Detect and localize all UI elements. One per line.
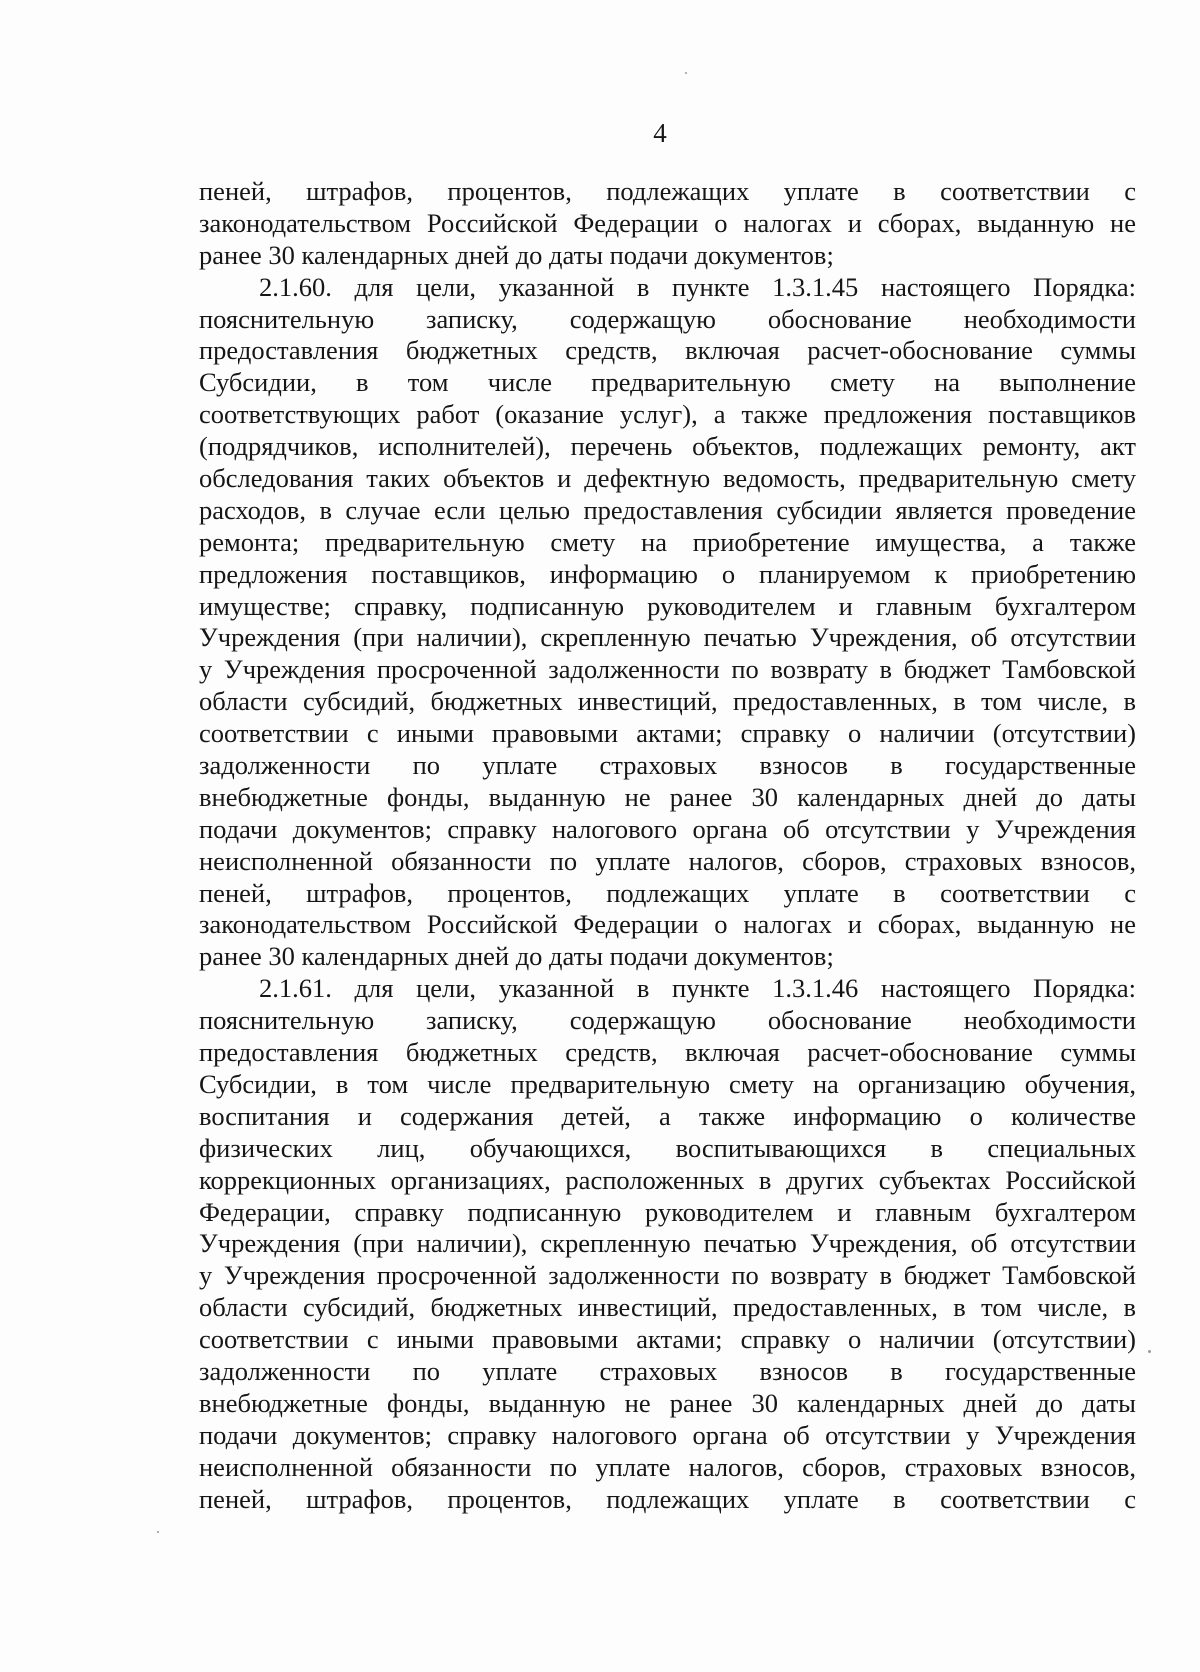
text-line: коррекционных организациях, расположенных в других субъектах Российской: [199, 1164, 1136, 1195]
text-line: пояснительную записку, содержащую обоснование необходимости: [199, 1005, 1136, 1036]
scan-speck: [685, 72, 687, 74]
paragraph-2-1-60: [199, 272, 1136, 974]
text-line: Субсидии, в том числе предварительную смету на организацию обучения,: [199, 1068, 1136, 1099]
text-line: подачи документов; справку налогового органа об отсутствии у Учреждения: [199, 813, 1136, 844]
text-line: пеней, штрафов, процентов, подлежащих уплате в соответствии с: [199, 877, 1136, 908]
scan-speck: [1148, 1350, 1151, 1353]
text-line: у Учреждения просроченной задолженности по возврату в бюджет Тамбовской: [199, 654, 1136, 685]
paragraph-continuation: [199, 176, 1136, 272]
text-line: физических лиц, обучающихся, воспитывающихся в специальных: [199, 1132, 1136, 1163]
text-line: внебюджетные фонды, выданную не ранее 30 календарных дней до даты: [199, 1387, 1136, 1418]
text-line: расходов, в случае если целью предоставления субсидии является проведение: [199, 494, 1136, 525]
scan-speck: [157, 1531, 159, 1533]
text-line: внебюджетные фонды, выданную не ранее 30 календарных дней до даты: [199, 781, 1136, 812]
text-line: ремонта; предварительную смету на приобретение имущества, а также: [199, 526, 1136, 557]
text-line: подачи документов; справку налогового органа об отсутствии у Учреждения: [199, 1419, 1136, 1450]
text-line: ранее 30 календарных дней до даты подачи документов;: [199, 239, 834, 270]
text-line: соответствии с иными правовыми актами; справку о наличии (отсутствии): [199, 718, 1136, 749]
text-line: задолженности по уплате страховых взносов в государственные: [199, 1355, 1136, 1386]
text-line: области субсидий, бюджетных инвестиций, предоставленных, в том числе, в: [199, 1292, 1136, 1323]
text-line: неисполненной обязанности по уплате налогов, сборов, страховых взносов,: [199, 845, 1136, 876]
text-line: ранее 30 календарных дней до даты подачи документов;: [199, 941, 834, 972]
text-line: обследования таких объектов и дефектную ведомость, предварительную смету: [199, 463, 1136, 494]
text-line: законодательством Российской Федерации о налогах и сборах, выданную не: [199, 207, 1136, 238]
paragraph-2-1-61: [199, 973, 1136, 1515]
text-line: Федерации, справку подписанную руководителем и главным бухгалтером: [199, 1196, 1136, 1227]
text-line: пеней, штрафов, процентов, подлежащих уплате в соответствии с: [199, 176, 1136, 206]
text-line: Субсидии, в том числе предварительную смету на выполнение: [199, 367, 1136, 398]
text-line: соответствии с иными правовыми актами; справку о наличии (отсутствии): [199, 1324, 1136, 1355]
text-line: неисполненной обязанности по уплате налогов, сборов, страховых взносов,: [199, 1451, 1136, 1482]
text-line: пеней, штрафов, процентов, подлежащих уплате в соответствии с: [199, 1483, 1136, 1514]
text-line: предложения поставщиков, информацию о планируемом к приобретению: [199, 558, 1136, 589]
paragraph-heading-line: 2.1.60. для цели, указанной в пункте 1.3.1.45 настоящего Порядка:: [259, 271, 1136, 302]
text-line: Учреждения (при наличии), скрепленную печатью Учреждения, об отсутствии: [199, 622, 1136, 653]
text-line: пояснительную записку, содержащую обоснование необходимости: [199, 303, 1136, 334]
paragraph-heading-line: 2.1.61. для цели, указанной в пункте 1.3.1.46 настоящего Порядка:: [259, 973, 1136, 1004]
text-line: имуществе; справку, подписанную руководителем и главным бухгалтером: [199, 590, 1136, 621]
text-line: области субсидий, бюджетных инвестиций, предоставленных, в том числе, в: [199, 686, 1136, 717]
text-line: соответствующих работ (оказание услуг), а также предложения поставщиков: [199, 399, 1136, 430]
page-number: 4: [653, 118, 667, 148]
text-line: предоставления бюджетных средств, включая расчет-обоснование суммы: [199, 335, 1136, 366]
text-line: задолженности по уплате страховых взносов в государственные: [199, 750, 1136, 781]
text-line: Учреждения (при наличии), скрепленную печатью Учреждения, об отсутствии: [199, 1228, 1136, 1259]
document-body: [199, 176, 1136, 1515]
text-line: законодательством Российской Федерации о налогах и сборах, выданную не: [199, 909, 1136, 940]
text-line: воспитания и содержания детей, а также информацию о количестве: [199, 1100, 1136, 1131]
text-line: у Учреждения просроченной задолженности по возврату в бюджет Тамбовской: [199, 1260, 1136, 1291]
text-line: предоставления бюджетных средств, включая расчет-обоснование суммы: [199, 1037, 1136, 1068]
text-line: (подрядчиков, исполнителей), перечень объектов, подлежащих ремонту, акт: [199, 431, 1136, 462]
